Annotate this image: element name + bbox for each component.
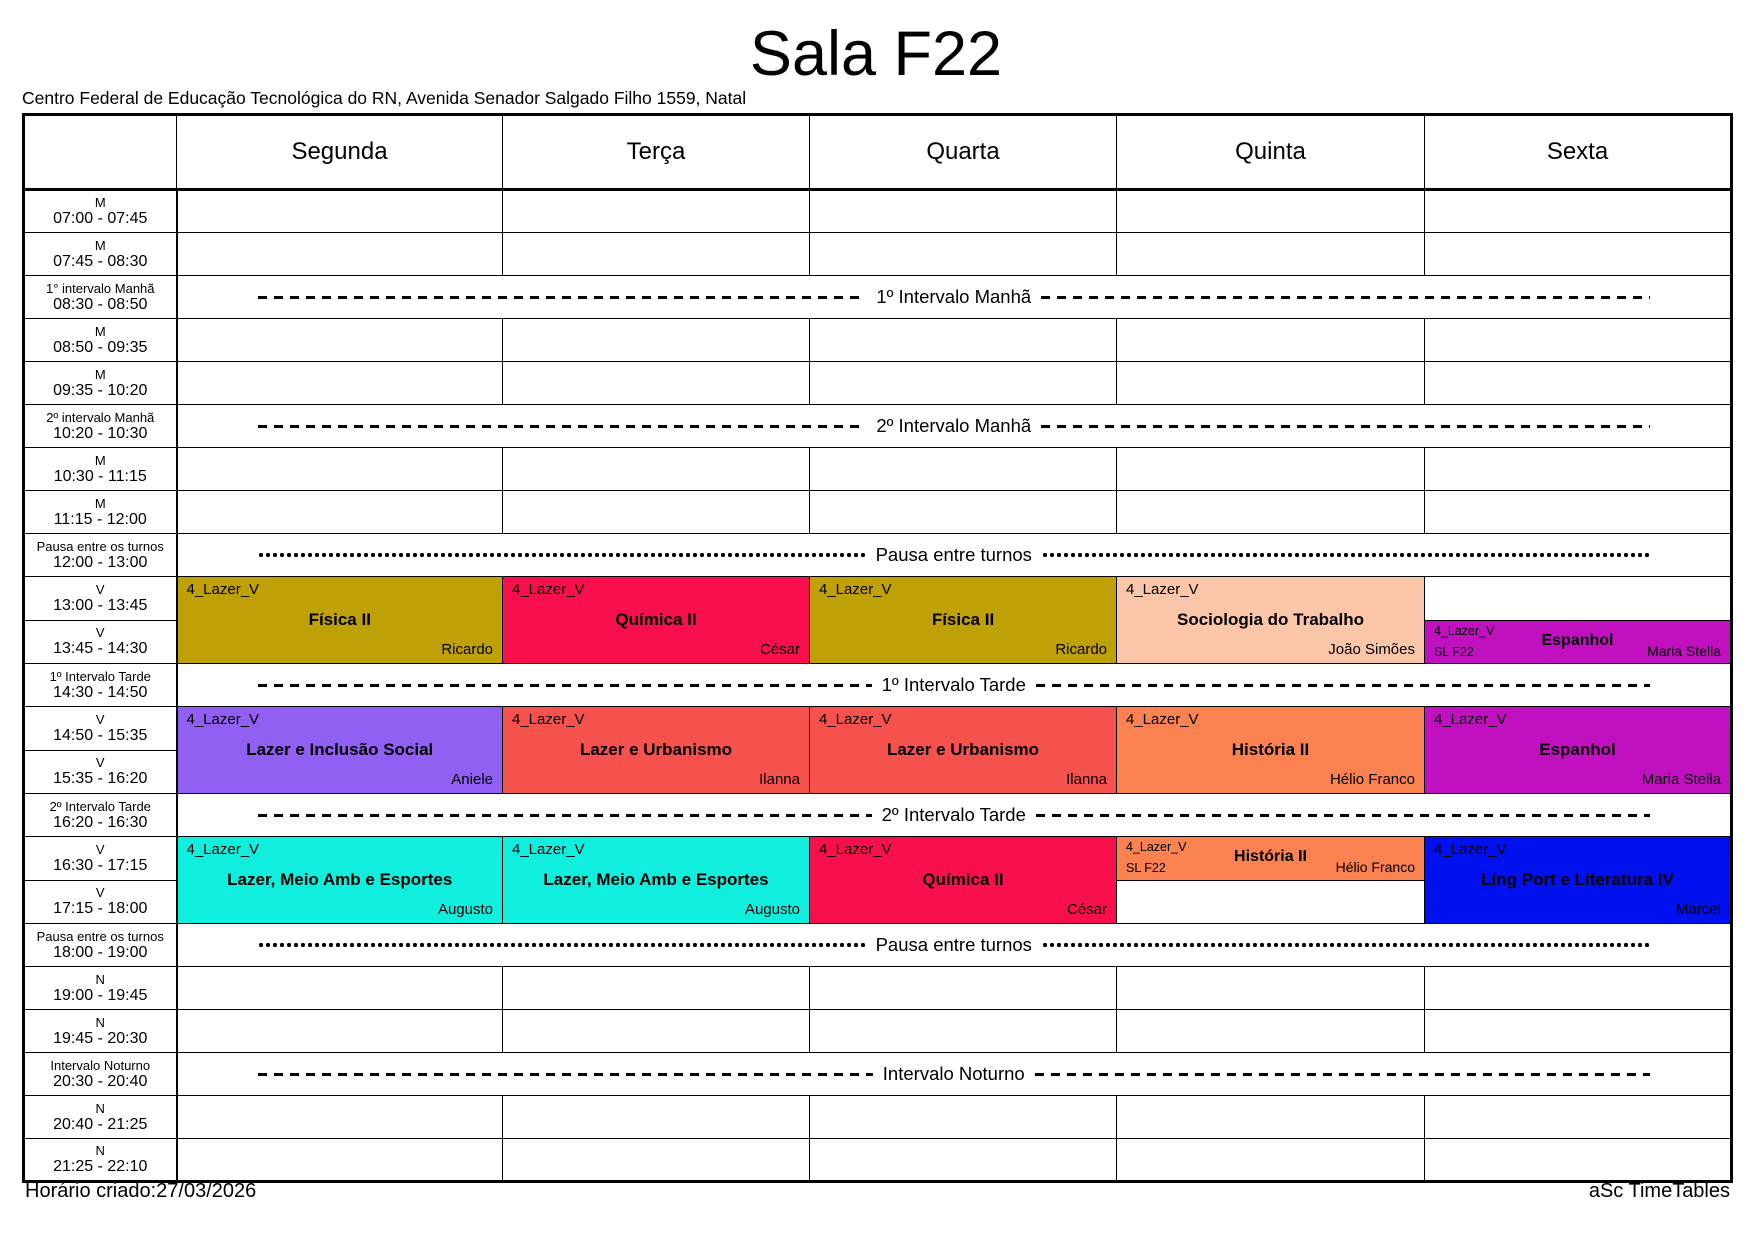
empty-cell: [177, 448, 503, 491]
table-row: [24, 233, 1732, 276]
page-subtitle: Centro Federal de Educação Tecnológica do RN, Avenida Senador Salgado Filho 1559, Natal: [22, 88, 747, 108]
empty-cell: [1425, 577, 1732, 621]
time-slot-range: 15:35 - 16:20: [53, 770, 148, 788]
time-slot-range: 08:50 - 09:35: [53, 338, 148, 356]
interval-dot-line: [1042, 942, 1650, 948]
time-slot-range: 17:15 - 18:00: [53, 900, 148, 918]
lesson-block: [1117, 577, 1425, 664]
empty-cell: [177, 319, 503, 362]
empty-cell: [810, 967, 1117, 1010]
time-slot-range: 14:50 - 15:35: [53, 726, 148, 744]
time-slot: [24, 924, 177, 967]
time-slot-label: N: [95, 1100, 105, 1116]
time-slot: [24, 750, 177, 794]
table-row: [24, 190, 1732, 233]
empty-cell: [1117, 448, 1425, 491]
empty-cell: [810, 233, 1117, 276]
lesson-teacher: Aniele: [451, 771, 493, 788]
lesson-room: SL F22: [1434, 644, 1474, 659]
table-row: [24, 448, 1732, 491]
time-slot-label: N: [95, 1014, 105, 1030]
empty-cell: [503, 1096, 810, 1139]
interval-dash-line: [258, 684, 872, 687]
interval-dash-line: [1035, 1073, 1650, 1076]
time-slot: [24, 276, 177, 319]
lesson-teacher: Ricardo: [1055, 641, 1107, 658]
empty-cell: [1117, 491, 1425, 534]
empty-cell: [810, 319, 1117, 362]
interval-dot-line: [1042, 552, 1650, 558]
interval-dot-line: [258, 942, 866, 948]
empty-cell: [177, 967, 503, 1010]
empty-cell: [810, 448, 1117, 491]
interval-dash-line: [1041, 425, 1650, 428]
lesson-block: [503, 837, 810, 924]
interval-dash-line: [1036, 814, 1650, 817]
time-slot-range: 20:30 - 20:40: [53, 1072, 148, 1090]
time-slot: [24, 880, 177, 924]
day-header-quarta: Quarta: [810, 115, 1117, 190]
lesson-teacher: Hélio Franco: [1335, 859, 1415, 875]
empty-cell: [1117, 233, 1425, 276]
time-slot-label: Pausa entre os turnos: [36, 928, 164, 944]
time-slot: [24, 233, 177, 276]
empty-cell: [810, 362, 1117, 405]
corner-cell: [24, 115, 177, 190]
time-slot-label: 2º Intervalo Tarde: [49, 798, 151, 814]
table-row: [24, 362, 1732, 405]
empty-cell: [1425, 1096, 1732, 1139]
empty-cell: [177, 190, 503, 233]
lesson-subject: Química II: [615, 609, 697, 629]
time-slot: [24, 448, 177, 491]
pause-row: [24, 534, 1732, 577]
empty-cell: [1117, 967, 1425, 1010]
page-title: Sala F22: [749, 19, 1003, 89]
day-header-segunda: Segunda: [177, 115, 503, 190]
empty-cell: [1425, 448, 1732, 491]
empty-cell: [1425, 491, 1732, 534]
time-slot-range: 20:40 - 21:25: [53, 1115, 148, 1133]
lesson-teacher: César: [1066, 901, 1107, 918]
lesson-block: [177, 837, 503, 924]
lesson-teacher: César: [759, 641, 800, 658]
lesson-tag: 4_Lazer_V: [819, 581, 892, 598]
empty-cell: [1117, 1096, 1425, 1139]
time-slot: [24, 362, 177, 405]
lesson-subject: Lazer e Urbanismo: [886, 739, 1040, 759]
lesson-tag: 4_Lazer_V: [186, 581, 260, 598]
table-row: [24, 1010, 1732, 1053]
time-slot-label: V: [95, 885, 105, 901]
table-row: [24, 319, 1732, 362]
table-row: [24, 1139, 1732, 1182]
time-slot-label: M: [94, 195, 106, 210]
time-slot-range: 18:00 - 19:00: [53, 943, 148, 961]
lesson-teacher: Marcel: [1675, 901, 1721, 918]
time-slot-range: 09:35 - 10:20: [53, 381, 148, 399]
time-slot-range: 21:25 - 22:10: [53, 1158, 148, 1175]
header-row: [24, 115, 1732, 190]
time-slot-label: 1° intervalo Manhã: [45, 280, 155, 296]
empty-cell: [1425, 1010, 1732, 1053]
time-slot-label: M: [94, 366, 106, 382]
lesson-subject: Lazer e Urbanismo: [579, 739, 733, 759]
interval-cell: [177, 276, 1732, 319]
time-slot-range: 07:00 - 07:45: [53, 210, 148, 227]
lesson-block: [1425, 837, 1732, 924]
table-row: [24, 1096, 1732, 1139]
lesson-teacher: Maria Stella: [1641, 771, 1721, 788]
lesson-tag: 4_Lazer_V: [1434, 711, 1507, 728]
time-slot-label: N: [95, 1143, 105, 1158]
empty-cell: [810, 1010, 1117, 1053]
time-slot: [24, 967, 177, 1010]
timetable: [22, 113, 1733, 1183]
interval-cell: [177, 924, 1732, 967]
lesson-tag: 4_Lazer_V: [512, 711, 585, 728]
interval-row: [24, 276, 1732, 319]
time-slot-range: 08:30 - 08:50: [53, 295, 148, 313]
interval-row: [24, 405, 1732, 448]
empty-cell: [810, 1096, 1117, 1139]
empty-cell: [177, 362, 503, 405]
time-slot: [24, 1096, 177, 1139]
time-slot: [24, 1010, 177, 1053]
interval-cell: [177, 794, 1732, 837]
empty-cell: [503, 1139, 810, 1182]
time-slot: [24, 664, 177, 707]
interval-cell: [177, 664, 1732, 707]
time-slot-label: M: [94, 237, 106, 253]
time-slot: [24, 620, 177, 664]
time-slot: [24, 491, 177, 534]
table-row: [24, 577, 1732, 621]
lesson-tag: 4_Lazer_V: [186, 711, 260, 728]
table-row: [24, 837, 1732, 881]
empty-cell: [1117, 190, 1425, 233]
lesson-block: [810, 577, 1117, 664]
lesson-teacher: Ilanna: [1066, 771, 1107, 788]
lesson-block: [177, 707, 503, 794]
time-slot-range: 11:15 - 12:00: [53, 510, 147, 528]
empty-cell: [1117, 1139, 1425, 1182]
lesson-teacher: Augusto: [744, 901, 800, 918]
lesson-teacher: João Simões: [1328, 641, 1415, 658]
empty-cell: [177, 233, 503, 276]
time-slot-label: V: [95, 755, 105, 771]
lesson-subject: História II: [1231, 739, 1310, 759]
lesson-block: [1117, 707, 1425, 794]
empty-cell: [503, 967, 810, 1010]
lesson-subject: Química II: [922, 869, 1004, 889]
lesson-block: [810, 837, 1117, 924]
lesson-tag: 4_Lazer_V: [186, 841, 260, 858]
lesson-subject: Física II: [931, 609, 995, 629]
lesson-subject: Lazer, Meio Amb e Esportes: [227, 869, 453, 889]
empty-cell: [177, 1096, 503, 1139]
interval-label: Pausa entre turnos: [875, 544, 1032, 565]
lesson-tag: 4_Lazer_V: [1434, 841, 1507, 858]
interval-label: 1º Intervalo Manhã: [876, 286, 1032, 307]
interval-dash-line: [1041, 296, 1650, 299]
interval-row: [24, 1053, 1732, 1096]
time-slot-label: V: [95, 581, 105, 597]
lesson-teacher: Maria Stella: [1647, 642, 1721, 659]
lesson-block: [503, 577, 810, 664]
empty-cell: [1117, 319, 1425, 362]
interval-dash-line: [258, 296, 867, 299]
lesson-tag: 4_Lazer_V: [1126, 711, 1199, 728]
lesson-subject: Líng Port e Literatura IV: [1481, 869, 1674, 889]
time-slot: [24, 1053, 177, 1096]
lesson-teacher: Ricardo: [441, 641, 493, 658]
interval-dash-line: [1036, 684, 1650, 687]
empty-cell: [1425, 319, 1732, 362]
interval-label: Intervalo Noturno: [882, 1063, 1025, 1084]
interval-cell: [177, 1053, 1732, 1096]
lesson-tag: 4_Lazer_V: [819, 841, 892, 858]
empty-cell: [1425, 362, 1732, 405]
time-slot-range: 14:30 - 14:50: [53, 683, 148, 701]
lesson-tag: 4_Lazer_V: [1126, 840, 1187, 854]
time-slot-label: Pausa entre os turnos: [36, 538, 164, 554]
lesson-block: [503, 707, 810, 794]
lesson-block: [1425, 620, 1732, 664]
time-slot: [24, 1139, 177, 1182]
time-slot-range: 19:00 - 19:45: [53, 986, 148, 1004]
lesson-subject: Lazer e Inclusão Social: [246, 739, 434, 759]
time-slot-label: 2º intervalo Manhã: [46, 409, 155, 425]
empty-cell: [503, 362, 810, 405]
empty-cell: [1425, 190, 1732, 233]
empty-cell: [1117, 362, 1425, 405]
lesson-tag: 4_Lazer_V: [1126, 581, 1199, 598]
interval-label: Pausa entre turnos: [875, 934, 1032, 955]
footer-brand: aSc TimeTables: [1588, 1180, 1730, 1202]
lesson-subject: Espanhol: [1539, 739, 1616, 759]
empty-cell: [1425, 1139, 1732, 1182]
lesson-tag: 4_Lazer_V: [512, 841, 585, 858]
interval-label: 2º Intervalo Tarde: [881, 804, 1026, 825]
footer-created: Horário criado:27/03/2026: [25, 1180, 257, 1202]
table-row: [24, 967, 1732, 1010]
empty-cell: [1117, 1010, 1425, 1053]
pause-row: [24, 924, 1732, 967]
lesson-room: SL F22: [1126, 861, 1166, 875]
time-slot: [24, 837, 177, 881]
lesson-block: [177, 577, 503, 664]
empty-cell: [503, 233, 810, 276]
time-slot: [24, 577, 177, 621]
time-slot-label: M: [94, 452, 106, 468]
interval-dash-line: [258, 814, 872, 817]
empty-cell: [503, 1010, 810, 1053]
empty-cell: [177, 1010, 503, 1053]
time-slot-range: 10:30 - 11:15: [53, 467, 147, 485]
empty-cell: [503, 448, 810, 491]
time-slot: [24, 319, 177, 362]
time-slot-range: 16:30 - 17:15: [53, 856, 148, 874]
empty-cell: [177, 491, 503, 534]
empty-cell: [177, 1139, 503, 1182]
interval-dot-line: [258, 552, 866, 558]
lesson-teacher: Ilanna: [759, 771, 800, 788]
interval-row: [24, 794, 1732, 837]
lesson-block: [810, 707, 1117, 794]
time-slot: [24, 794, 177, 837]
time-slot-range: 19:45 - 20:30: [53, 1029, 148, 1047]
day-header-terca: Terça: [503, 115, 810, 190]
lesson-block: [1425, 707, 1732, 794]
interval-cell: [177, 405, 1732, 448]
time-slot-range: 16:20 - 16:30: [53, 813, 148, 831]
interval-row: [24, 664, 1732, 707]
lesson-teacher: Augusto: [437, 901, 493, 918]
empty-cell: [810, 1139, 1117, 1182]
empty-cell: [503, 319, 810, 362]
time-slot: [24, 534, 177, 577]
empty-cell: [810, 190, 1117, 233]
table-row: [24, 491, 1732, 534]
lesson-subject: Lazer, Meio Amb e Esportes: [543, 869, 769, 889]
time-slot-label: V: [95, 711, 105, 727]
lesson-subject: História II: [1234, 848, 1307, 865]
lesson-subject: Sociologia do Trabalho: [1176, 609, 1365, 629]
day-header-quinta: Quinta: [1117, 115, 1425, 190]
interval-dash-line: [258, 425, 867, 428]
interval-label: 1º Intervalo Tarde: [881, 674, 1026, 695]
time-slot-range: 10:20 - 10:30: [53, 424, 148, 442]
empty-cell: [1117, 880, 1425, 924]
empty-cell: [1425, 233, 1732, 276]
lesson-subject: Espanhol: [1541, 631, 1614, 649]
time-slot-range: 07:45 - 08:30: [53, 252, 148, 270]
lesson-tag: 4_Lazer_V: [512, 581, 585, 598]
empty-cell: [1425, 967, 1732, 1010]
empty-cell: [503, 491, 810, 534]
empty-cell: [503, 190, 810, 233]
time-slot-label: N: [95, 971, 105, 987]
interval-dash-line: [258, 1073, 873, 1076]
lesson-teacher: Hélio Franco: [1329, 771, 1415, 788]
lesson-tag: 4_Lazer_V: [819, 711, 892, 728]
time-slot-range: 13:00 - 13:45: [53, 596, 148, 614]
time-slot-label: V: [95, 625, 105, 641]
lesson-tag: 4_Lazer_V: [1434, 623, 1495, 638]
time-slot-label: Intervalo Noturno: [50, 1057, 151, 1073]
time-slot-label: V: [95, 841, 105, 857]
empty-cell: [810, 491, 1117, 534]
interval-cell: [177, 534, 1732, 577]
table-row: [24, 707, 1732, 751]
time-slot-range: 13:45 - 14:30: [53, 640, 148, 658]
time-slot-label: 1º Intervalo Tarde: [49, 668, 151, 684]
time-slot-range: 12:00 - 13:00: [53, 553, 148, 571]
time-slot-label: M: [94, 323, 106, 339]
time-slot-label: M: [94, 495, 106, 511]
time-slot: [24, 707, 177, 751]
time-slot: [24, 190, 177, 233]
lesson-subject: Física II: [308, 609, 371, 629]
interval-label: 2º Intervalo Manhã: [876, 415, 1032, 436]
time-slot: [24, 405, 177, 448]
day-header-sexta: Sexta: [1425, 115, 1732, 190]
lesson-block: [1117, 837, 1425, 881]
